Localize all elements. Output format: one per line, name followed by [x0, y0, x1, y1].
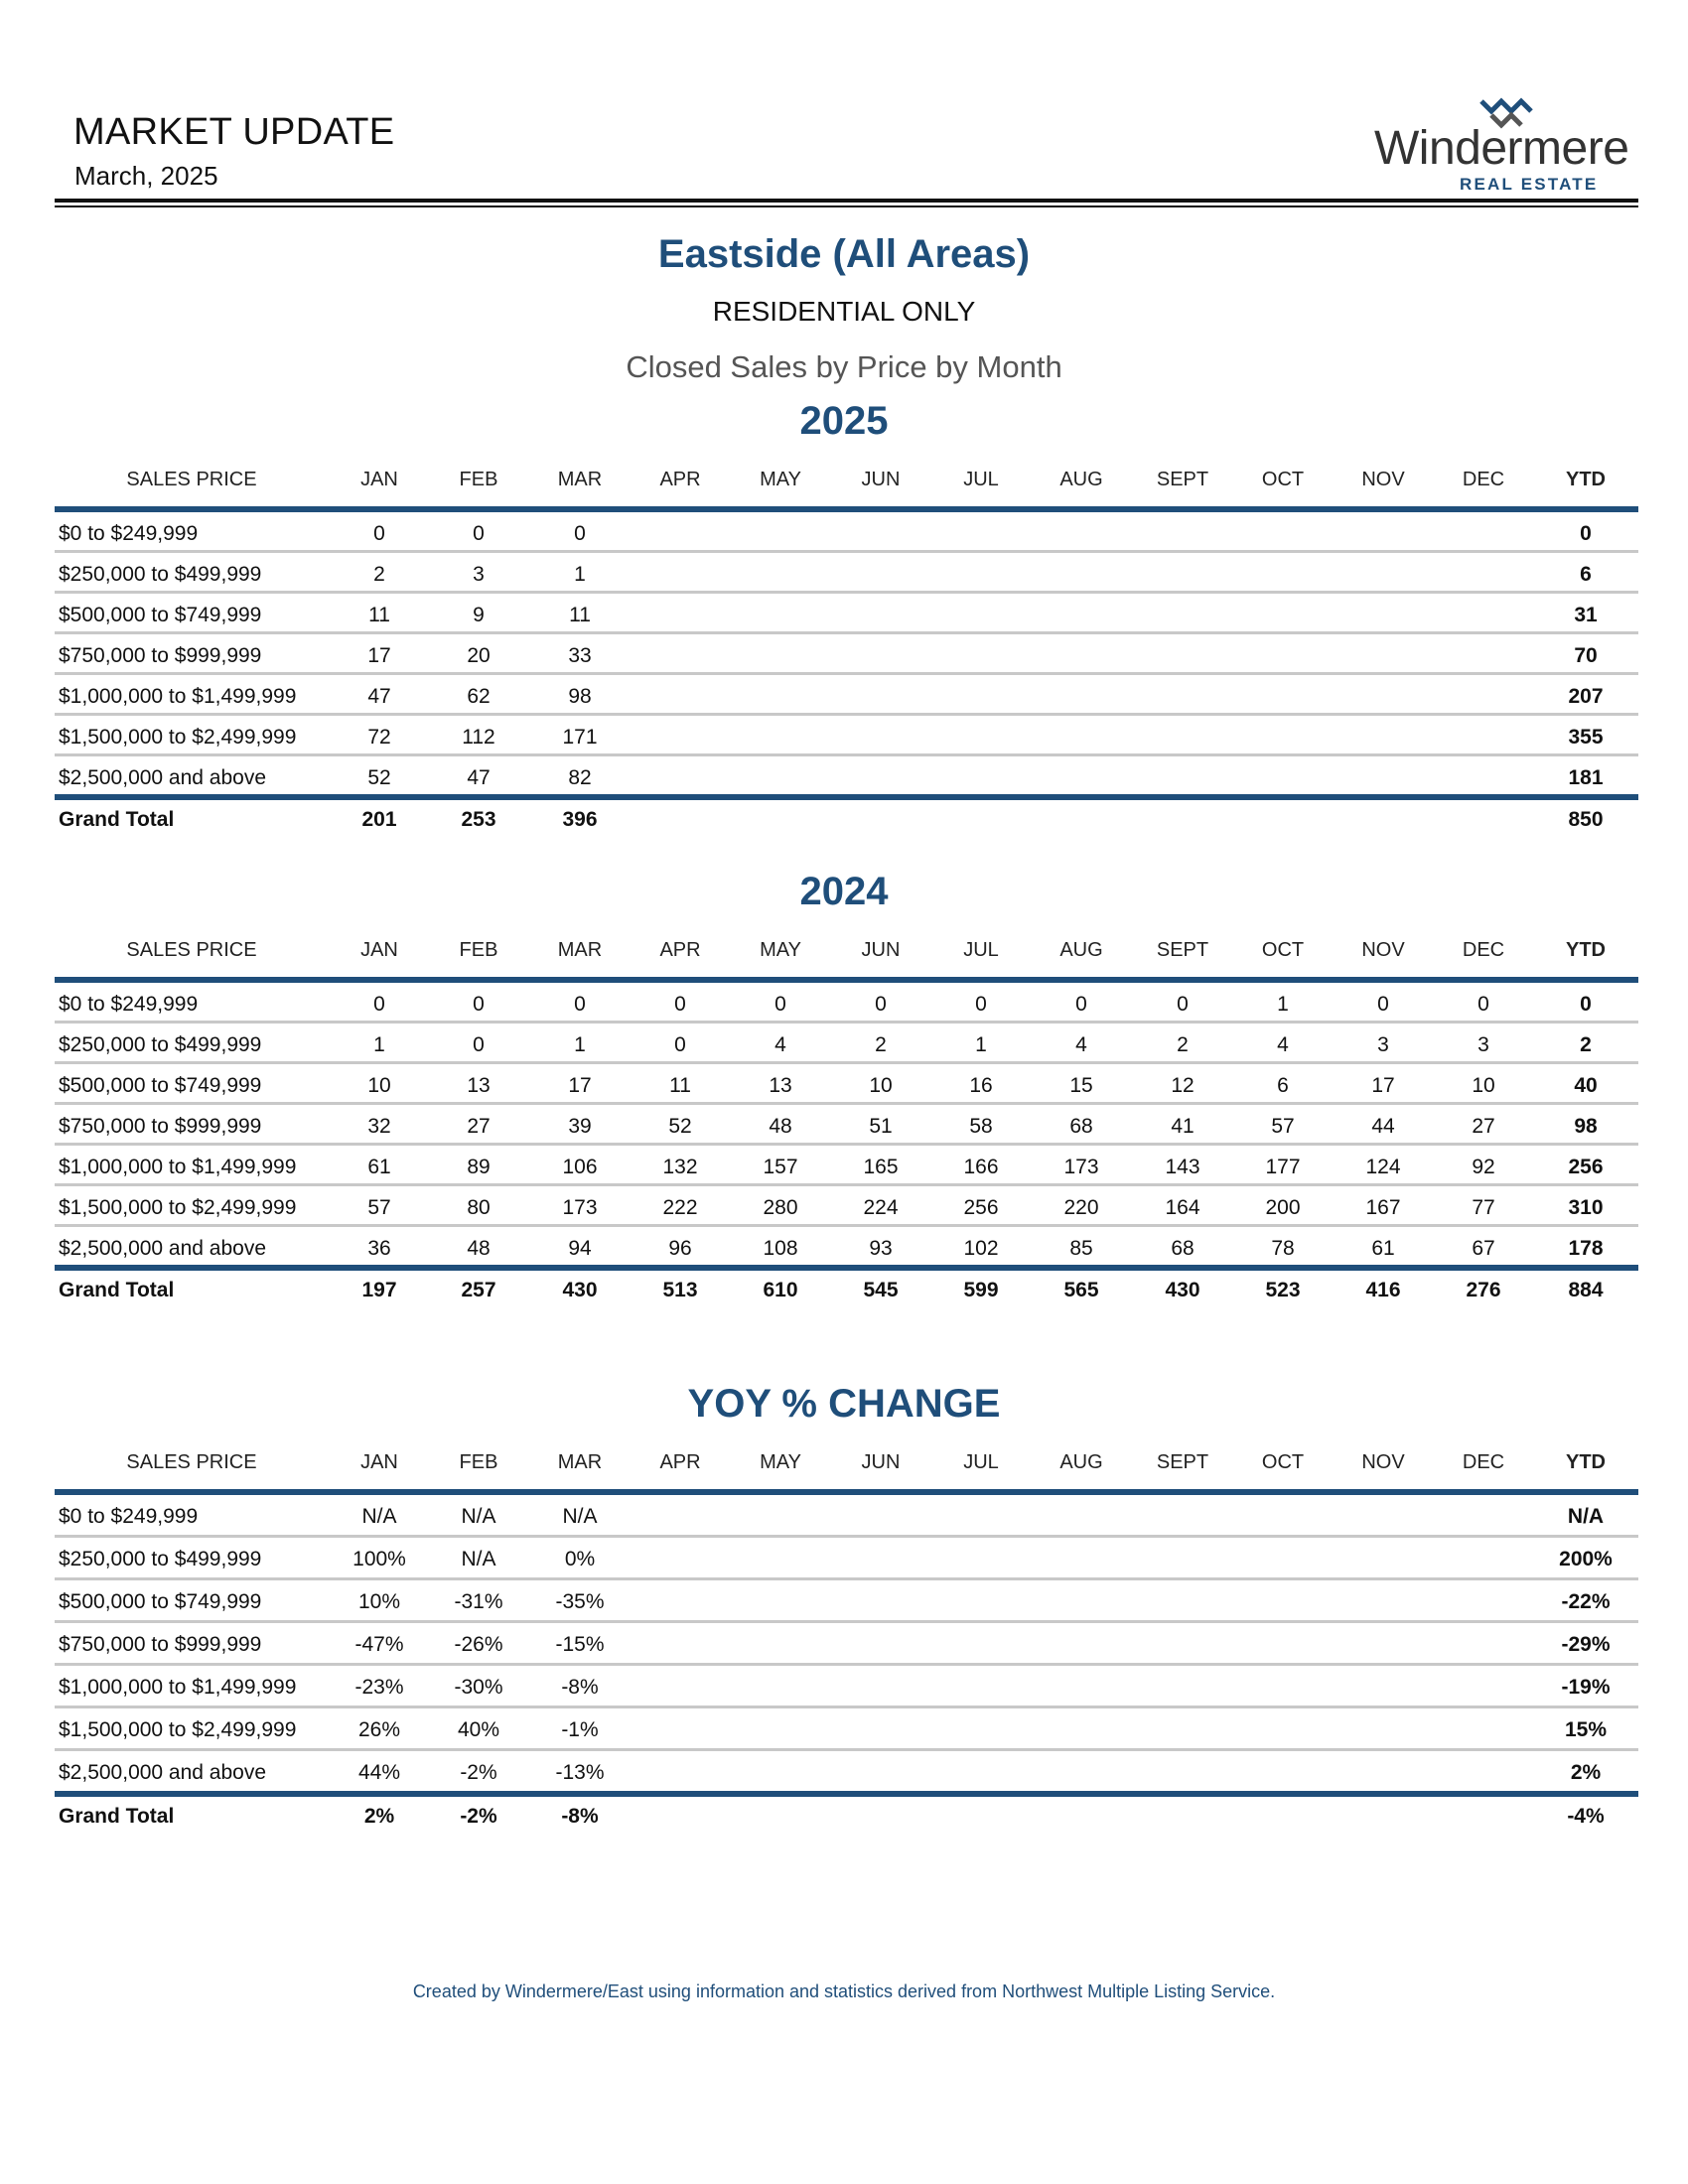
month-value: 0 [975, 993, 987, 1016]
month-value: 52 [367, 766, 391, 789]
total-value: 197 [361, 1279, 397, 1301]
column-header: JUN [861, 939, 901, 961]
month-value: 94 [568, 1237, 592, 1260]
table-title-2024: 2024 [799, 870, 889, 913]
month-value: 220 [1063, 1196, 1099, 1219]
month-value: N/A [461, 1505, 496, 1528]
month-value: 92 [1472, 1156, 1495, 1178]
table-row [55, 594, 1638, 634]
month-value: 0 [574, 522, 586, 545]
month-value: 52 [668, 1115, 692, 1138]
month-value: -23% [354, 1676, 404, 1699]
grand-total-label: Grand Total [59, 1279, 175, 1301]
column-header: YTD [1566, 469, 1606, 490]
month-value: 10 [367, 1074, 391, 1097]
month-value: 68 [1171, 1237, 1195, 1260]
month-value: -26% [454, 1633, 503, 1656]
month-value: -35% [555, 1590, 605, 1613]
month-value: 167 [1365, 1196, 1401, 1219]
month-value: 0 [1477, 993, 1489, 1016]
total-value: 430 [1165, 1279, 1200, 1301]
column-header: SALES PRICE [126, 1451, 257, 1473]
month-value: 0% [564, 1548, 596, 1570]
total-value: 2% [363, 1805, 395, 1828]
month-value: 173 [562, 1196, 598, 1219]
ytd-value: 355 [1568, 726, 1604, 749]
ytd-value: 31 [1574, 604, 1598, 626]
month-value: 20 [467, 644, 491, 667]
month-value: 44 [1371, 1115, 1395, 1138]
table-row [55, 634, 1638, 675]
total-value: 276 [1466, 1279, 1501, 1301]
price-range-label: $1,500,000 to $2,499,999 [59, 726, 297, 749]
price-range-label: $0 to $249,999 [59, 522, 199, 545]
table-row [55, 1580, 1638, 1623]
month-value: 106 [562, 1156, 598, 1178]
month-value: 0 [1075, 993, 1087, 1016]
grand-total-row [55, 1271, 1638, 1310]
month-value: 9 [473, 604, 485, 626]
month-value: 4 [774, 1033, 786, 1056]
total-value: 523 [1265, 1279, 1301, 1301]
ytd-value: -19% [1561, 1676, 1611, 1699]
ytd-value: 15% [1564, 1718, 1608, 1741]
ytd-value: 70 [1574, 644, 1598, 667]
logo-subtitle: REAL ESTATE [1460, 175, 1599, 194]
ytd-value: 181 [1568, 766, 1604, 789]
month-value: 1 [975, 1033, 987, 1056]
column-header: DEC [1462, 939, 1505, 961]
column-header: SEPT [1156, 469, 1209, 490]
ytd-value: 310 [1568, 1196, 1604, 1219]
price-range-label: $1,500,000 to $2,499,999 [59, 1196, 297, 1219]
month-value: 0 [1177, 993, 1189, 1016]
month-value: 17 [1371, 1074, 1395, 1097]
month-value: 0 [875, 993, 887, 1016]
column-header: JAN [360, 469, 398, 490]
table-title-2025: 2025 [799, 399, 889, 443]
month-value: 0 [373, 993, 385, 1016]
month-value: 27 [467, 1115, 491, 1138]
column-header: AUG [1059, 469, 1103, 490]
price-range-label: $1,000,000 to $1,499,999 [59, 1156, 297, 1178]
month-value: -47% [354, 1633, 404, 1656]
table-row [55, 1623, 1638, 1666]
month-value: 96 [668, 1237, 692, 1260]
report-date: March, 2025 [74, 161, 218, 191]
table-row [55, 1751, 1638, 1791]
month-value: 17 [568, 1074, 592, 1097]
month-value: 85 [1069, 1237, 1093, 1260]
column-header: MAY [760, 469, 801, 490]
column-header: FEB [459, 939, 498, 961]
month-value: 98 [568, 685, 592, 708]
month-value: 1 [373, 1033, 385, 1056]
month-value: 78 [1271, 1237, 1295, 1260]
month-value: 13 [467, 1074, 491, 1097]
month-value: 62 [467, 685, 491, 708]
price-range-label: $500,000 to $749,999 [59, 604, 262, 626]
month-value: -15% [555, 1633, 605, 1656]
month-value: 58 [969, 1115, 993, 1138]
column-header: DEC [1462, 469, 1505, 490]
month-value: 61 [1371, 1237, 1395, 1260]
month-value: 11 [569, 604, 591, 626]
report-title: MARKET UPDATE [73, 111, 395, 153]
table-row [55, 1227, 1638, 1265]
month-value: 11 [669, 1074, 691, 1097]
column-header: JUL [963, 1451, 999, 1473]
table-row [55, 512, 1638, 553]
price-range-label: $1,000,000 to $1,499,999 [59, 685, 297, 708]
price-range-label: $750,000 to $999,999 [59, 1115, 262, 1138]
table-title-yoy: YOY % CHANGE [687, 1382, 1001, 1426]
total-value: 430 [562, 1279, 598, 1301]
month-value: 3 [1377, 1033, 1389, 1056]
month-value: 1 [1277, 993, 1289, 1016]
column-header: MAY [760, 939, 801, 961]
price-range-label: $500,000 to $749,999 [59, 1074, 262, 1097]
column-header: JAN [360, 939, 398, 961]
ytd-value: -22% [1561, 1590, 1611, 1613]
table-row [55, 1708, 1638, 1751]
column-header: JUL [963, 939, 999, 961]
grand-total-row [55, 1797, 1638, 1837]
month-value: 132 [662, 1156, 698, 1178]
column-header: SALES PRICE [126, 469, 257, 490]
month-value: 173 [1063, 1156, 1099, 1178]
header-rule-thin [55, 205, 1638, 207]
grand-total-label: Grand Total [59, 1805, 175, 1828]
month-value: 10 [869, 1074, 893, 1097]
month-value: 11 [368, 604, 390, 626]
total-ytd-value: 850 [1568, 808, 1604, 831]
month-value: 17 [367, 644, 391, 667]
column-header: APR [659, 469, 701, 490]
month-value: 0 [674, 993, 686, 1016]
month-value: -2% [460, 1761, 497, 1784]
total-ytd-value: -4% [1567, 1805, 1605, 1828]
ytd-value: N/A [1567, 1505, 1605, 1528]
column-header: SEPT [1156, 1451, 1209, 1473]
month-value: 112 [462, 726, 495, 749]
month-value: 256 [963, 1196, 999, 1219]
price-range-label: $250,000 to $499,999 [59, 1033, 262, 1056]
month-value: 44% [357, 1761, 401, 1784]
month-value: 77 [1472, 1196, 1495, 1219]
month-value: 27 [1472, 1115, 1495, 1138]
column-header: NOV [1361, 1451, 1405, 1473]
month-value: 10% [357, 1590, 401, 1613]
table-row [55, 756, 1638, 794]
ytd-value: 6 [1580, 563, 1592, 586]
column-header: APR [659, 1451, 701, 1473]
month-value: 47 [467, 766, 491, 789]
price-range-label: $250,000 to $499,999 [59, 563, 262, 586]
table-row [55, 716, 1638, 756]
month-value: 4 [1075, 1033, 1087, 1056]
month-value: 10 [1472, 1074, 1495, 1097]
month-value: 164 [1165, 1196, 1200, 1219]
column-header: JAN [360, 1451, 398, 1473]
ytd-value: 40 [1574, 1074, 1598, 1097]
ytd-value: 207 [1568, 685, 1604, 708]
column-header: MAY [760, 1451, 801, 1473]
month-value: 2 [1177, 1033, 1189, 1056]
ytd-value: 2 [1580, 1033, 1592, 1056]
month-value: 0 [674, 1033, 686, 1056]
column-header: JUL [963, 469, 999, 490]
ytd-value: 0 [1580, 993, 1592, 1016]
column-header: DEC [1462, 1451, 1505, 1473]
table-row [55, 1186, 1638, 1227]
month-value: 224 [863, 1196, 899, 1219]
month-value: 143 [1165, 1156, 1200, 1178]
month-value: N/A [361, 1505, 397, 1528]
report-subtitle: RESIDENTIAL ONLY [712, 296, 976, 327]
column-header: JUN [861, 469, 901, 490]
month-value: 39 [568, 1115, 592, 1138]
month-value: 16 [969, 1074, 993, 1097]
month-value: 68 [1069, 1115, 1093, 1138]
month-value: 0 [373, 522, 385, 545]
price-range-label: $1,000,000 to $1,499,999 [59, 1676, 297, 1699]
month-value: 0 [473, 993, 485, 1016]
table-row [55, 1538, 1638, 1580]
ytd-value: 98 [1574, 1115, 1598, 1138]
month-value: 1 [574, 1033, 586, 1056]
month-value: 67 [1472, 1237, 1495, 1260]
grand-total-row [55, 800, 1638, 840]
month-value: 57 [367, 1196, 391, 1219]
report-description: Closed Sales by Price by Month [626, 349, 1062, 384]
month-value: 40% [457, 1718, 500, 1741]
month-value: 13 [769, 1074, 792, 1097]
month-value: 166 [963, 1156, 999, 1178]
column-header: SEPT [1156, 939, 1209, 961]
month-value: 0 [574, 993, 586, 1016]
total-value: 599 [963, 1279, 999, 1301]
grand-total-label: Grand Total [59, 808, 175, 831]
total-value: 610 [763, 1279, 798, 1301]
table-header [55, 465, 1638, 494]
column-header: MAR [557, 939, 603, 961]
month-value: -13% [555, 1761, 605, 1784]
table-row [55, 675, 1638, 716]
month-value: 26% [357, 1718, 401, 1741]
price-range-label: $0 to $249,999 [59, 1505, 199, 1528]
table-row [55, 1666, 1638, 1708]
month-value: 48 [467, 1237, 491, 1260]
price-range-label: $750,000 to $999,999 [59, 644, 262, 667]
area-title: Eastside (All Areas) [657, 232, 1031, 276]
total-value: 253 [461, 808, 496, 831]
month-value: 80 [467, 1196, 491, 1219]
price-range-label: $250,000 to $499,999 [59, 1548, 262, 1570]
total-value: 201 [361, 808, 397, 831]
month-value: 6 [1277, 1074, 1289, 1097]
month-value: 82 [568, 766, 592, 789]
price-range-label: $1,500,000 to $2,499,999 [59, 1718, 297, 1741]
sales-table-2025 [55, 465, 1638, 840]
month-value: 72 [367, 726, 391, 749]
month-value: 33 [568, 644, 592, 667]
month-value: 32 [367, 1115, 391, 1138]
month-value: N/A [461, 1548, 496, 1570]
price-range-label: $750,000 to $999,999 [59, 1633, 262, 1656]
table-row [55, 1064, 1638, 1105]
month-value: -1% [561, 1718, 599, 1741]
month-value: -31% [454, 1590, 503, 1613]
total-value: 545 [863, 1279, 899, 1301]
month-value: N/A [562, 1505, 598, 1528]
month-value: 171 [562, 726, 598, 749]
month-value: 177 [1265, 1156, 1301, 1178]
column-header: MAR [557, 469, 603, 490]
table-row [55, 553, 1638, 594]
month-value: -8% [561, 1676, 599, 1699]
month-value: 200 [1265, 1196, 1301, 1219]
column-header: NOV [1361, 939, 1405, 961]
sales-table-2024 [55, 935, 1638, 1310]
column-header: APR [659, 939, 701, 961]
price-range-label: $500,000 to $749,999 [59, 1590, 262, 1613]
month-value: 36 [367, 1237, 391, 1260]
header-rule [55, 199, 1638, 203]
column-header: AUG [1059, 939, 1103, 961]
month-value: 222 [662, 1196, 698, 1219]
ytd-value: -29% [1561, 1633, 1611, 1656]
price-range-label: $2,500,000 and above [59, 1237, 267, 1260]
month-value: 2 [875, 1033, 887, 1056]
ytd-value: 178 [1568, 1237, 1604, 1260]
column-header: SALES PRICE [126, 939, 257, 961]
column-header: OCT [1261, 469, 1305, 490]
column-header: MAR [557, 1451, 603, 1473]
total-value: -8% [561, 1805, 599, 1828]
ytd-value: 256 [1568, 1156, 1604, 1178]
total-value: -2% [460, 1805, 497, 1828]
table-row [55, 1105, 1638, 1146]
month-value: 0 [473, 522, 485, 545]
month-value: 61 [367, 1156, 391, 1178]
month-value: 157 [763, 1156, 798, 1178]
month-value: 165 [863, 1156, 899, 1178]
column-header: OCT [1261, 1451, 1305, 1473]
month-value: 1 [574, 563, 586, 586]
column-header: JUN [861, 1451, 901, 1473]
windermere-logo [1370, 95, 1638, 195]
month-value: 280 [763, 1196, 798, 1219]
total-value: 513 [662, 1279, 698, 1301]
price-range-label: $0 to $249,999 [59, 993, 199, 1016]
table-row [55, 1146, 1638, 1186]
column-header: FEB [459, 1451, 498, 1473]
month-value: 41 [1171, 1115, 1195, 1138]
month-value: 100% [352, 1548, 406, 1570]
column-header: YTD [1566, 1451, 1606, 1473]
month-value: 108 [763, 1237, 798, 1260]
column-header: AUG [1059, 1451, 1103, 1473]
table-header [55, 1447, 1638, 1477]
yoy-change-table [55, 1447, 1638, 1837]
month-value: 0 [473, 1033, 485, 1056]
month-value: 57 [1271, 1115, 1295, 1138]
month-value: 4 [1277, 1033, 1289, 1056]
ytd-value: 2% [1570, 1761, 1602, 1784]
month-value: 47 [367, 685, 391, 708]
month-value: 15 [1069, 1074, 1093, 1097]
month-value: 124 [1365, 1156, 1401, 1178]
month-value: 0 [1377, 993, 1389, 1016]
month-value: 0 [774, 993, 786, 1016]
ytd-value: 0 [1580, 522, 1592, 545]
month-value: 51 [869, 1115, 893, 1138]
month-value: 2 [373, 563, 385, 586]
table-row [55, 1024, 1638, 1064]
column-header: OCT [1261, 939, 1305, 961]
table-header [55, 935, 1638, 965]
total-value: 396 [562, 808, 598, 831]
month-value: 102 [963, 1237, 999, 1260]
month-value: 3 [1477, 1033, 1489, 1056]
month-value: 48 [769, 1115, 792, 1138]
total-ytd-value: 884 [1568, 1279, 1604, 1301]
total-value: 565 [1063, 1279, 1099, 1301]
price-range-label: $2,500,000 and above [59, 1761, 267, 1784]
month-value: 12 [1171, 1074, 1195, 1097]
column-header: FEB [459, 469, 498, 490]
logo-wordmark: Windermere [1374, 122, 1629, 175]
total-value: 416 [1365, 1279, 1401, 1301]
ytd-value: 200% [1559, 1548, 1613, 1570]
month-value: -30% [454, 1676, 503, 1699]
month-value: 93 [869, 1237, 893, 1260]
month-value: 3 [473, 563, 485, 586]
table-row [55, 983, 1638, 1024]
month-value: 89 [467, 1156, 491, 1178]
column-header: NOV [1361, 469, 1405, 490]
table-row [55, 1495, 1638, 1538]
total-value: 257 [461, 1279, 496, 1301]
column-header: YTD [1566, 939, 1606, 961]
footer-credit: Created by Windermere/East using information and statistics derived from Northwest Multiple Listing Service. [412, 1981, 1276, 2001]
price-range-label: $2,500,000 and above [59, 766, 267, 789]
